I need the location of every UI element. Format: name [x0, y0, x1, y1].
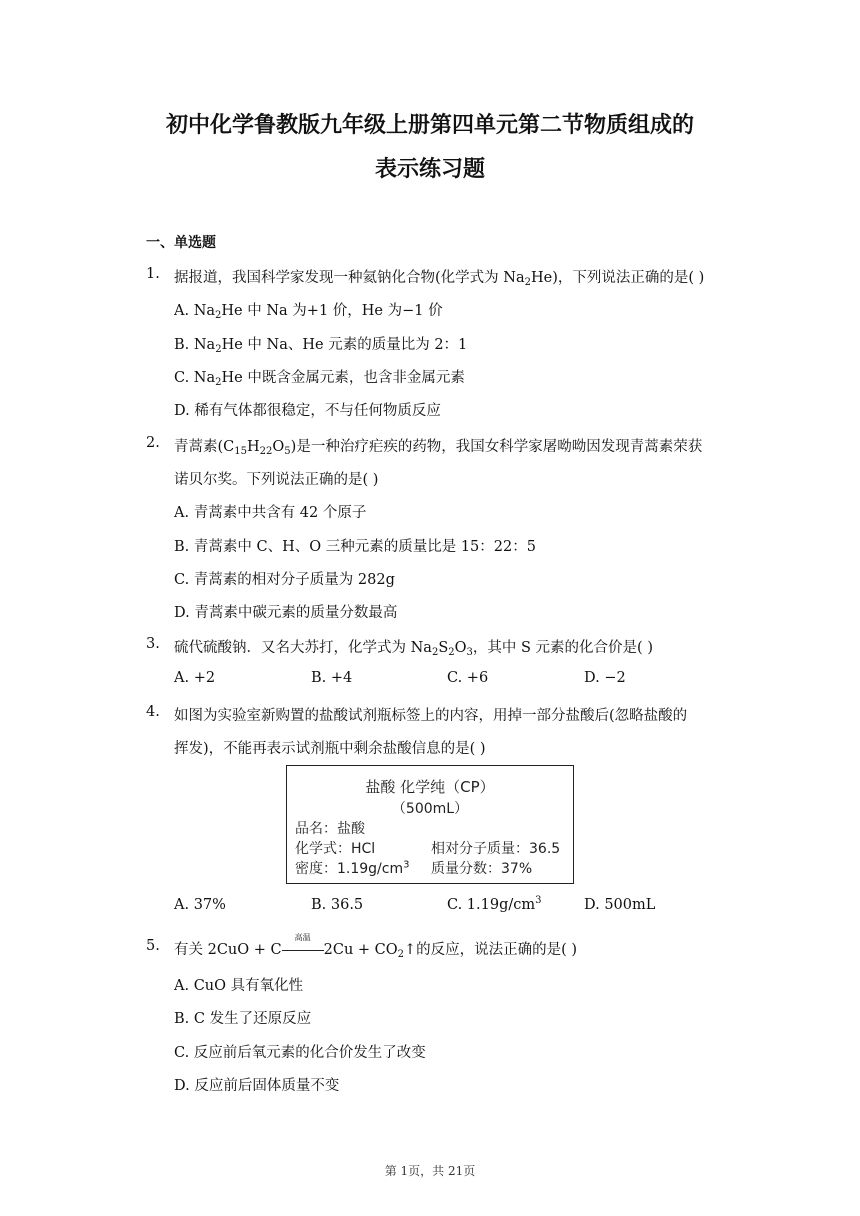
reaction-condition: 高温: [294, 933, 311, 942]
document-title-line-1: 初中化学鲁教版九年级上册第四单元第二节物质组成的: [165, 113, 694, 138]
section-heading: 一、单选题: [146, 235, 216, 251]
question-2-option-c[interactable]: C. 青蒿素的相对分子质量为 282g: [174, 572, 395, 588]
label-mass-fraction: 质量分数：37%: [431, 861, 533, 877]
question-5-option-a[interactable]: A. CuO 具有氧化性: [174, 978, 304, 994]
question-3-number: 3.: [146, 636, 160, 652]
question-4-stem: 如图为实验室新购置的盐酸试剂瓶标签上的内容，用掉一部分盐酸后(忽略盐酸的: [174, 708, 688, 724]
question-1-stem: 据报道，我国科学家发现一种氦钠化合物(化学式为 $Na_2He$)，下列说法正确的是( ): [174, 270, 705, 288]
question-2-option-a[interactable]: A. 青蒿素中共含有 42 个原子: [174, 505, 367, 521]
label-volume: （500mL）: [391, 801, 469, 817]
question-2-stem-line-2: 诺贝尔奖。下列说法正确的是( ): [174, 472, 379, 488]
question-2-stem: 青蒿素$(C_{15}H_{22}O_5)$是一种治疗疟疾的药物，我国女科学家屠呦呦因发现青蒿素荣获: [174, 439, 703, 457]
question-4-stem-line-2: 挥发)，不能再表示试剂瓶中剩余盐酸信息的是( ): [174, 741, 486, 757]
question-3-option-b[interactable]: B. +4: [311, 670, 353, 686]
reaction-arrow: [282, 933, 324, 958]
question-1-option-d[interactable]: D. 稀有气体都很稳定，不与任何物质反应: [174, 403, 441, 419]
reagent-label-figure: [286, 765, 574, 884]
question-4-option-a[interactable]: A. 37%: [174, 897, 226, 913]
question-2-option-d[interactable]: D. 青蒿素中碳元素的质量分数最高: [174, 605, 398, 621]
question-1-option-a[interactable]: A. $Na_2He$ 中 Na 为+1 价，He 为−1 价: [174, 303, 443, 321]
question-5-stem: 有关 2CuO + C 高温 $2Cu + CO_2↑$的反应，说法正确的是( ): [174, 933, 578, 960]
question-3-option-a[interactable]: A. +2: [174, 670, 216, 686]
question-5-option-b[interactable]: B. C 发生了还原反应: [174, 1011, 312, 1027]
question-2-number: 2.: [146, 435, 160, 451]
question-2-option-b[interactable]: B. 青蒿素中 C、H、O 三种元素的质量比是 15：22：5: [174, 539, 536, 555]
question-1-option-c[interactable]: C. $Na_2He$ 中既含金属元素，也含非金属元素: [174, 370, 465, 388]
question-5-option-d[interactable]: D. 反应前后固体质量不变: [174, 1078, 340, 1094]
page-footer: 第 1页，共 21页: [384, 1164, 476, 1178]
question-4-option-d[interactable]: D. 500mL: [584, 897, 656, 913]
label-density: 密度：$1.19g/cm^3$: [295, 859, 410, 877]
question-3-option-d[interactable]: D. −2: [584, 670, 626, 686]
question-3-option-c[interactable]: C. +6: [447, 670, 489, 686]
question-5-number: 5.: [146, 938, 160, 954]
question-1-option-b[interactable]: B. $Na_2He$ 中 Na、He 元素的质量比为 2：1: [174, 337, 468, 355]
label-title: 盐酸 化学纯（CP）: [365, 778, 495, 796]
question-4-option-b[interactable]: B. 36.5: [311, 897, 364, 913]
question-1-number: 1.: [146, 266, 160, 282]
document-title-line-2: 表示练习题: [374, 157, 485, 182]
label-product-name: 品名：盐酸: [295, 821, 365, 837]
label-molar-mass: 相对分子质量：36.5: [431, 841, 561, 857]
question-4-option-c[interactable]: C. $1.19g/cm^3$: [447, 895, 542, 913]
question-4-number: 4.: [146, 704, 160, 720]
question-3-stem: 硫代硫酸钠．又名大苏打，化学式为 $Na_2S_2O_3$，其中 S 元素的化合价是( ): [174, 640, 653, 658]
question-5-option-c[interactable]: C. 反应前后氧元素的化合价发生了改变: [174, 1045, 426, 1061]
label-formula: 化学式：HCl: [295, 841, 376, 857]
